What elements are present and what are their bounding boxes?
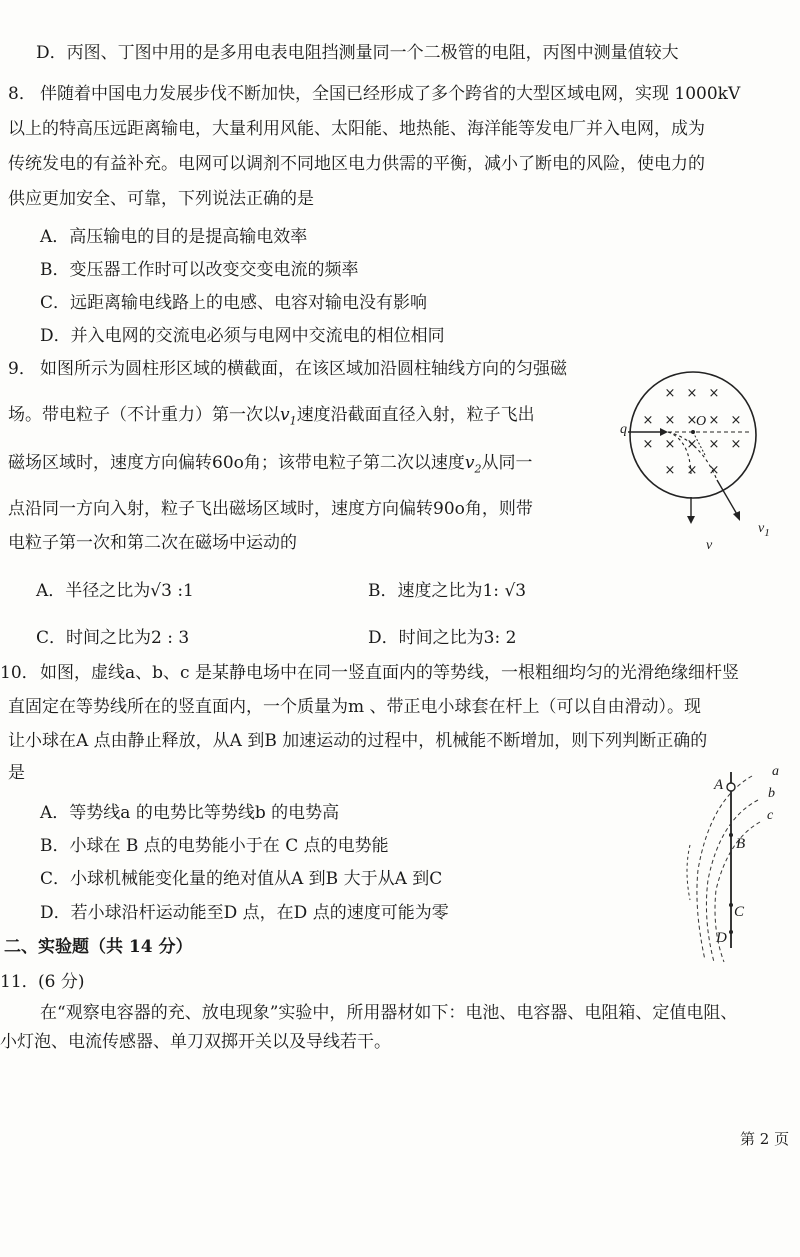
- page-number: 第 2 页: [740, 1130, 790, 1148]
- fig-label-D: D: [716, 930, 727, 946]
- q10-option-b: B．小球在 B 点的电势能小于在 C 点的电势能: [40, 836, 389, 856]
- fig-label-b: b: [768, 786, 775, 801]
- point-c: [729, 903, 733, 907]
- cross-mark: ×: [708, 386, 720, 401]
- cross-mark: ×: [708, 463, 720, 478]
- q10-option-c: C．小球机械能变化量的绝对值从A 到B 大于从A 到C: [40, 869, 443, 889]
- q8-option-d: D．并入电网的交流电必须与电网中交流电的相位相同: [40, 326, 445, 346]
- cross-mark: ×: [664, 386, 676, 401]
- cross-mark: ×: [642, 437, 654, 452]
- q9-stem-line: 电粒子第一次和第二次在磁场中运动的: [8, 533, 297, 553]
- q9-option-c: C．时间之比为2 : 3: [36, 628, 190, 648]
- cross-mark: ×: [686, 463, 698, 478]
- q9-number: 9．: [8, 359, 36, 379]
- q7-option-d: D．丙图、丁图中用的是多用电表电阻挡测量同一个二极管的电阻，丙图中测量值较大: [36, 43, 679, 63]
- q9-option-b: B．速度之比为1: √3: [368, 581, 527, 601]
- q8-stem-line: 供应更加安全、可靠，下列说法正确的是: [8, 189, 314, 209]
- q9-stem-line2: 场。带电粒子（不计重力）第一次以$v_1$速度沿截面直径入射，粒子飞出: [8, 405, 535, 428]
- equipotential-line-b: [706, 800, 758, 962]
- q11-stem-line: 在“观察电容器的充、放电现象”实验中，所用器材如下：电池、电容器、电阻箱、定值电阻、: [40, 1003, 738, 1023]
- q8-number: 8．: [8, 84, 36, 104]
- fig-label-c: c: [767, 808, 774, 823]
- cross-mark: ×: [730, 437, 742, 452]
- q9-option-a: A．半径之比为√3 :1: [36, 581, 194, 601]
- cross-mark: ×: [664, 413, 676, 428]
- q10-stem-line: 是: [8, 763, 25, 783]
- q8-option-c: C．远距离输电线路上的电感、电容对输电没有影响: [40, 293, 428, 313]
- point-b: [729, 833, 733, 837]
- cross-mark: ×: [708, 437, 720, 452]
- q9-stem-line: 点沿同一方向入射，粒子飞出磁场区域时，速度方向偏转90o角，则带: [8, 499, 533, 519]
- fig-label-q: q: [620, 422, 627, 437]
- fig-label-B: B: [736, 836, 746, 852]
- cross-mark: ×: [686, 437, 698, 452]
- q10-stem-line: 直固定在等势线所在的竖直面内，一个质量为m 、带正电小球套在杆上（可以自由滑动）。现: [8, 697, 702, 717]
- fig-label-A: A: [714, 777, 724, 793]
- fig-label-a: a: [772, 764, 779, 779]
- q11-stem-line: 小灯泡、电流传感器、单刀双掷开关以及导线若干。: [0, 1032, 391, 1052]
- q9-v1-symbol: $v_1$: [280, 405, 297, 428]
- q8-stem-line: 伴随着中国电力发展步伐不断加快，全国已经形成了多个跨省的大型区域电网，实现 1000kV: [40, 84, 741, 104]
- cross-mark: ×: [686, 386, 698, 401]
- cross-mark: ×: [664, 437, 676, 452]
- q8-stem-line: 传统发电的有益补充。电网可以调剂不同地区电力供需的平衡，减小了断电的风险，使电力的: [8, 154, 705, 174]
- q9-v2-symbol: $v_2$: [464, 453, 482, 476]
- fig-label-C: C: [734, 904, 745, 920]
- section-title: 二、实验题（共 14 分）: [4, 937, 193, 957]
- q9-stem-line: 如图所示为圆柱形区域的横截面，在该区域加沿圆柱轴线方向的匀强磁: [40, 359, 567, 379]
- fig-label-o: O: [696, 414, 707, 429]
- cross-mark: ×: [686, 413, 698, 428]
- q10-stem-line: 让小球在A 点由静止释放，从A 到B 加速运动的过程中，机械能不断增加，则下列判断正确的: [8, 731, 708, 751]
- q10-option-d: D．若小球沿杆运动能至D 点，在D 点的速度可能为零: [40, 903, 449, 923]
- q9-option-d: D．时间之比为3: 2: [368, 628, 517, 648]
- q8-option-b: B．变压器工作时可以改变交变电流的频率: [40, 260, 359, 280]
- q8-stem-line: 以上的特高压远距离输电，大量利用风能、太阳能、地热能、海洋能等发电厂并入电网，成为: [8, 119, 705, 139]
- q11-score: (6 分): [38, 972, 85, 992]
- q11-number: 11．: [0, 972, 39, 992]
- point-d: [729, 930, 733, 934]
- fig-label-v1: $v_1$: [758, 521, 770, 539]
- q8-option-a: A．高压输电的目的是提高输电效率: [40, 227, 308, 247]
- cross-mark: ×: [708, 413, 720, 428]
- q10-number: 10．: [0, 663, 39, 683]
- q10-stem-line: 如图，虚线a、b、c 是某静电场中在同一竖直面内的等势线，一根粗细均匀的光滑绝缘细杆竖: [40, 663, 739, 683]
- fig-label-v: v: [706, 538, 713, 553]
- q9-stem-line3: 磁场区域时，速度方向偏转60o角；该带电粒子第二次以速度$v_2$从同一: [8, 453, 533, 476]
- cross-mark: ×: [664, 463, 676, 478]
- q10-option-a: A．等势线a 的电势比等势线b 的电势高: [40, 803, 340, 823]
- cross-mark: ×: [642, 413, 654, 428]
- equipotential-line-outer: [687, 845, 690, 900]
- cross-mark: ×: [730, 413, 742, 428]
